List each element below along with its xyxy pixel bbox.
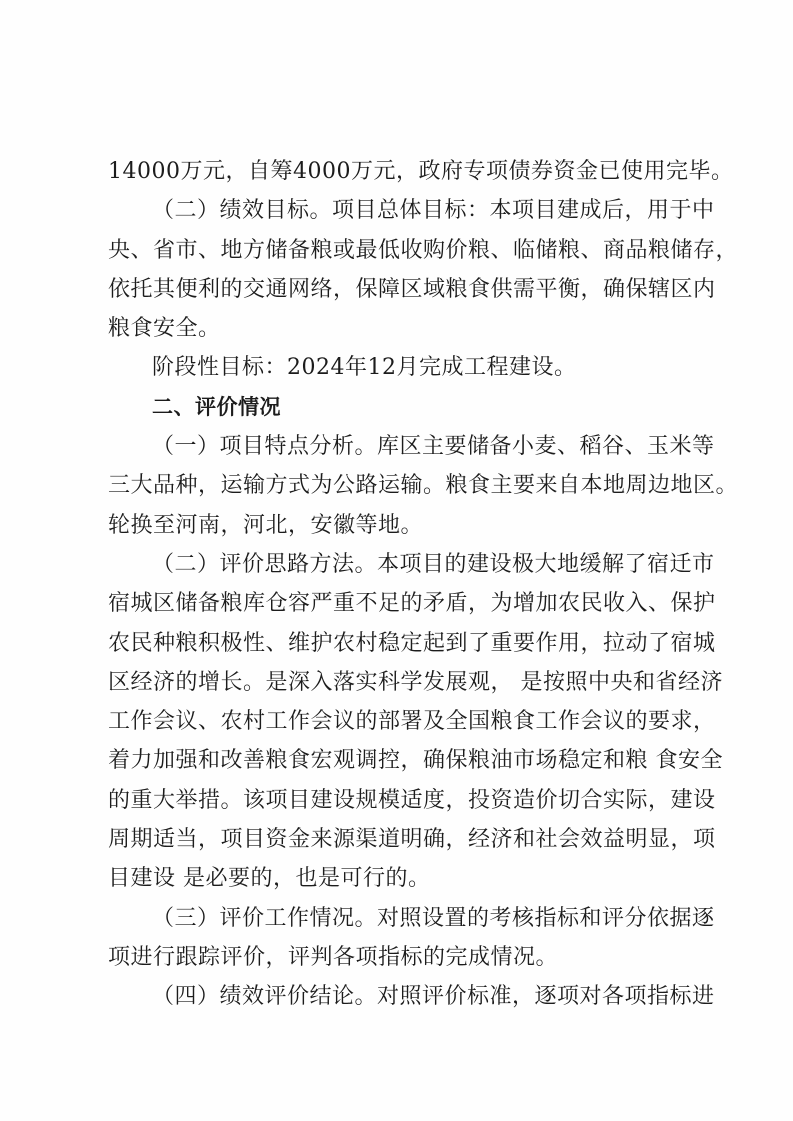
paragraph-line: 三大品种，运输方式为公路运输。粮食主要来自本地周边地区。 bbox=[108, 473, 739, 499]
paragraph-line: 粮食安全。 bbox=[108, 316, 221, 342]
paragraph-line: 着力加强和改善粮食宏观调控，确保粮油市场稳定和粮 食安全 bbox=[108, 748, 723, 774]
paragraph-line: 轮换至河南，河北，安徽等地。 bbox=[108, 512, 424, 538]
subsection-evaluation-method: （二）评价思路方法。本项目的建设极大地缓解了宿迁市 bbox=[152, 551, 715, 577]
paragraph-line: 周期适当，项目资金来源渠道明确，经济和社会效益明显，项 bbox=[108, 827, 716, 853]
paragraph-line: 阶段性目标：2024年12月完成工程建设。 bbox=[152, 355, 577, 381]
paragraph-line: 区经济的增长。是深入落实科学发展观， 是按照中央和省经济 bbox=[108, 669, 723, 695]
paragraph-line: 目建设 是必要的，也是可行的。 bbox=[108, 866, 431, 892]
paragraph-line: 14000万元，自筹4000万元，政府专项债券资金已使用完毕。 bbox=[108, 159, 734, 184]
subsection-project-features: （一）项目特点分析。库区主要储备小麦、稻谷、玉米等 bbox=[152, 434, 715, 460]
paragraph-line: 项进行跟踪评价，评判各项指标的完成情况。 bbox=[108, 944, 559, 970]
paragraph-line: 依托其便利的交通网络，保障区域粮食供需平衡，确保辖区内 bbox=[108, 276, 716, 302]
subsection-evaluation-conclusion: （四）绩效评价结论。对照评价标准，逐项对各项指标进 bbox=[152, 984, 715, 1010]
paragraph-line: 工作会议、农村工作会议的部署及全国粮食工作会议的要求， bbox=[108, 709, 716, 735]
paragraph-line: 宿城区储备粮库仓容严重不足的矛盾，为增加农民收入、保护 bbox=[108, 591, 716, 617]
paragraph-line: 央、省市、地方储备粮或最低收购价粮、临储粮、商品粮储存， bbox=[108, 237, 739, 263]
paragraph-line: 的重大举措。该项目建设规模适度，投资造价切合实际，建设 bbox=[108, 787, 716, 813]
body-text bbox=[108, 152, 739, 1017]
subsection-evaluation-work: （三）评价工作情况。对照设置的考核指标和评分依据逐 bbox=[152, 905, 715, 931]
paragraph-line: 农民种粮积极性、维护农村稳定起到了重要作用，拉动了宿城 bbox=[108, 630, 716, 656]
section-heading-performance-goals: （二）绩效目标。项目总体目标：本项目建成后，用于中 bbox=[152, 198, 715, 224]
section-heading-evaluation: 二、评价情况 bbox=[152, 394, 281, 419]
